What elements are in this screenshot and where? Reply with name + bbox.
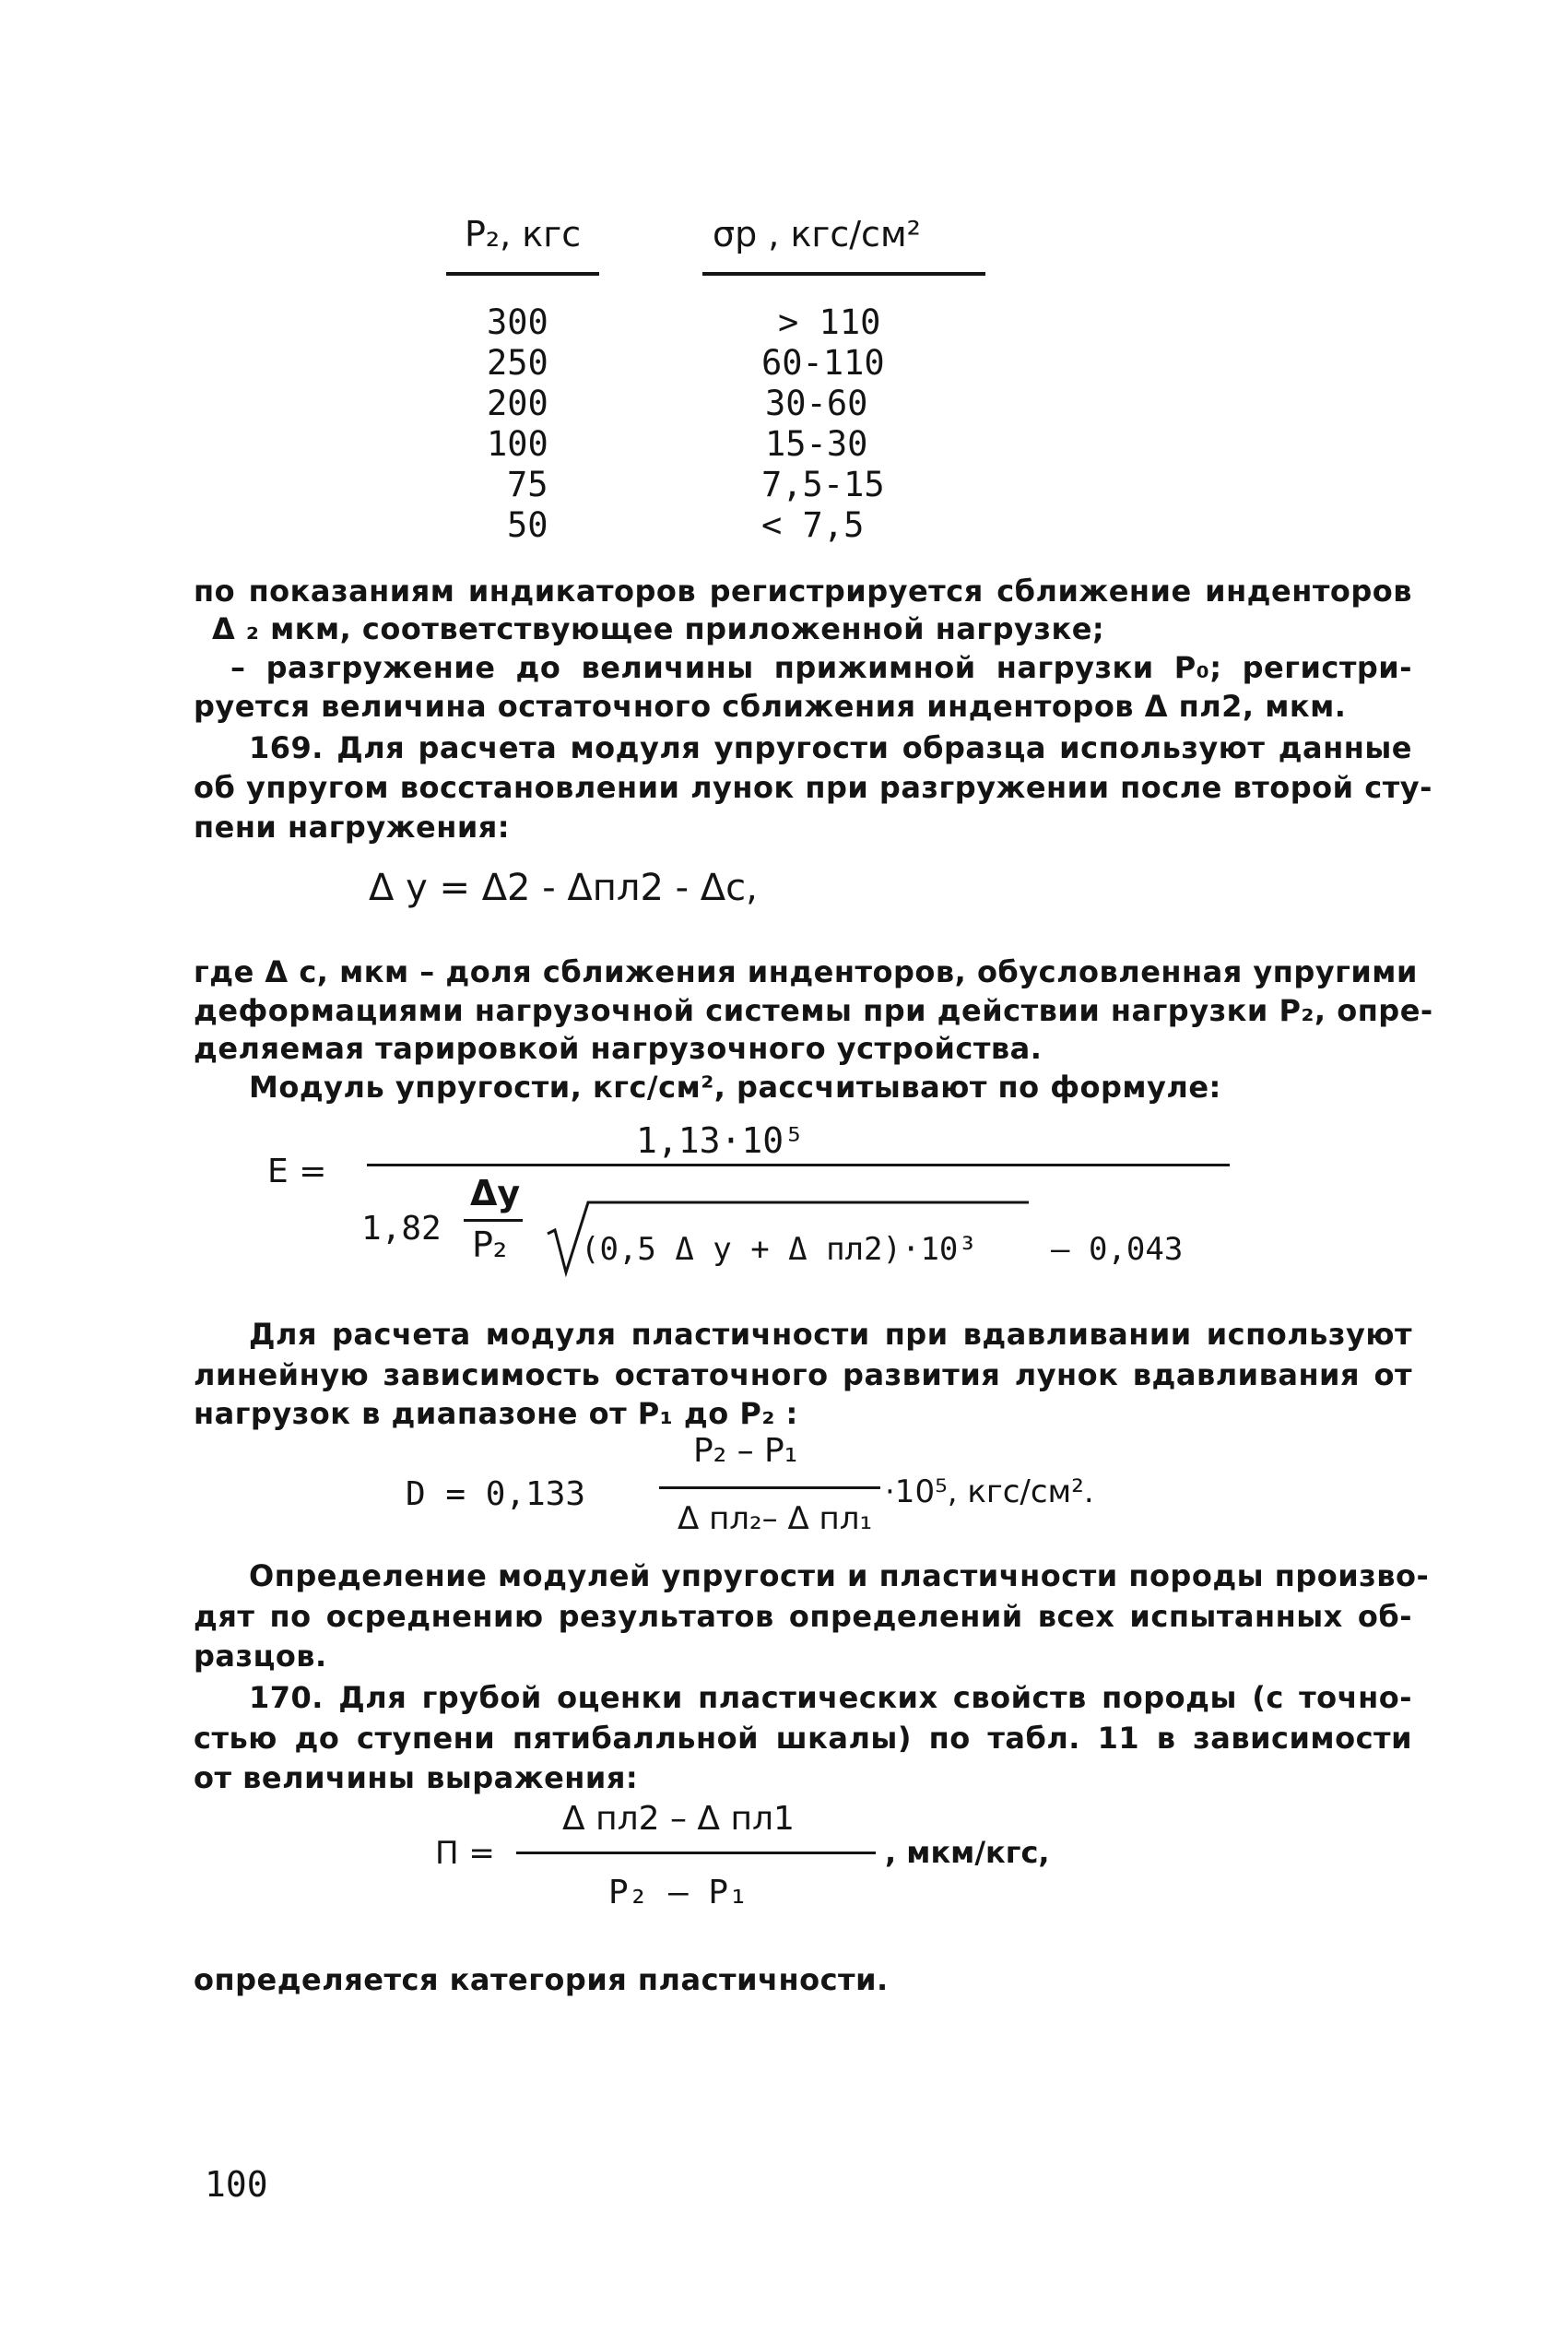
table-cell-strength: 7,5-15 (761, 465, 885, 504)
text-line: от величины выражения: (194, 1760, 639, 1795)
formula-e-coefficient: 1,82 (361, 1210, 442, 1248)
table-cell-strength: < 7,5 (761, 505, 865, 545)
text-line: дят по осреднению результатов определений всех испытанных об- (194, 1599, 1412, 1634)
table-header-load: P₂, кгс (465, 214, 582, 254)
formula-p-denominator: P₂ – P₁ (608, 1874, 749, 1911)
formula-e-small-denominator: P₂ (472, 1225, 508, 1265)
table-cell-strength: 30-60 (765, 384, 868, 423)
text-line: линейную зависимость остаточного развития лунок вдавливания от (194, 1357, 1412, 1392)
text-line: Δ ₂ мкм, соответствующее приложенной нагрузке; (212, 611, 1105, 646)
formula-e-fraction-bar (367, 1164, 1230, 1166)
formula-d-fraction-bar (659, 1486, 880, 1489)
table-cell-strength: 60-110 (761, 343, 885, 383)
formula-p-lhs: П = (435, 1835, 495, 1872)
table-cell-load: 50 (507, 505, 548, 545)
text-line: руется величина остаточного сближения инденторов Δ пл2, мкм. (194, 689, 1347, 724)
formula-d-lhs: D = 0,133 (406, 1475, 586, 1513)
formula-e-small-numerator: Δy (470, 1173, 521, 1213)
text-line: деляемая тарировкой нагрузочного устройства. (194, 1031, 1043, 1066)
table-rule-right (702, 272, 985, 276)
text-line: определяется категория пластичности. (194, 1962, 889, 1997)
table-cell-strength: 15-30 (765, 424, 868, 464)
table-cell-load: 75 (507, 465, 548, 504)
formula-e-numerator: 1,13·10⁵ (636, 1120, 806, 1161)
formula-p-numerator: Δ пл2 – Δ пл1 (562, 1800, 795, 1838)
formula-delta-y: Δ у = Δ2 - Δпл2 - Δс, (369, 867, 758, 909)
text-line: Модуль упругости, кгс/см², рассчитывают по формуле: (249, 1070, 1221, 1105)
text-line: об упругом восстановлении лунок при разгружении после второй сту- (194, 770, 1432, 805)
formula-d-numerator: P₂ – P₁ (693, 1432, 798, 1470)
text-line: Определение модулей упругости и пластичности породы произво- (249, 1558, 1430, 1593)
table-cell-load: 300 (487, 302, 548, 342)
text-line: по показаниям индикаторов регистрируется сближение инденторов (194, 574, 1412, 609)
text-line: 169. Для расчета модуля упругости образца используют данные (249, 730, 1412, 765)
text-line: разцов. (194, 1639, 327, 1674)
text-line: где Δ с, мкм – доля сближения инденторов, обусловленная упругими (194, 954, 1418, 989)
table-cell-strength: > 110 (778, 302, 881, 342)
text-line: нагрузок в диапазоне от P₁ до P₂ : (194, 1396, 798, 1431)
formula-e-radicand: (0,5 Δ у + Δ пл2)·10³ (581, 1231, 977, 1268)
table-rule-left (446, 272, 599, 276)
formula-p-tail: , мкм/кгс, (885, 1835, 1050, 1870)
text-line: пени нагружения: (194, 810, 511, 845)
table-cell-load: 200 (487, 384, 548, 423)
formula-p-fraction-bar (516, 1852, 876, 1854)
formula-e-small-fraction-bar (464, 1219, 523, 1222)
page-number: 100 (205, 2164, 268, 2205)
table-header-strength: σр , кгс/см² (713, 214, 921, 254)
text-line: стью до ступени пятибалльной шкалы) по табл. 11 в зависимости (194, 1721, 1412, 1756)
formula-e-tail: – 0,043 (1051, 1231, 1184, 1268)
formula-d-tail: ·10⁵, кгс/см². (885, 1473, 1094, 1510)
text-line: – разгружение до величины прижимной нагрузки P₀; регистри- (230, 650, 1412, 685)
table-cell-load: 100 (487, 424, 548, 464)
table-cell-load: 250 (487, 343, 548, 383)
text-line: 170. Для грубой оценки пластических свойств породы (с точно- (249, 1680, 1412, 1715)
text-line: Для расчета модуля пластичности при вдавливании используют (249, 1317, 1412, 1352)
text-line: деформациями нагрузочной системы при действии нагрузки P₂, опре- (194, 993, 1433, 1028)
formula-d-denominator: Δ пл₂– Δ пл₁ (678, 1500, 873, 1537)
formula-e-lhs: E = (267, 1153, 327, 1190)
